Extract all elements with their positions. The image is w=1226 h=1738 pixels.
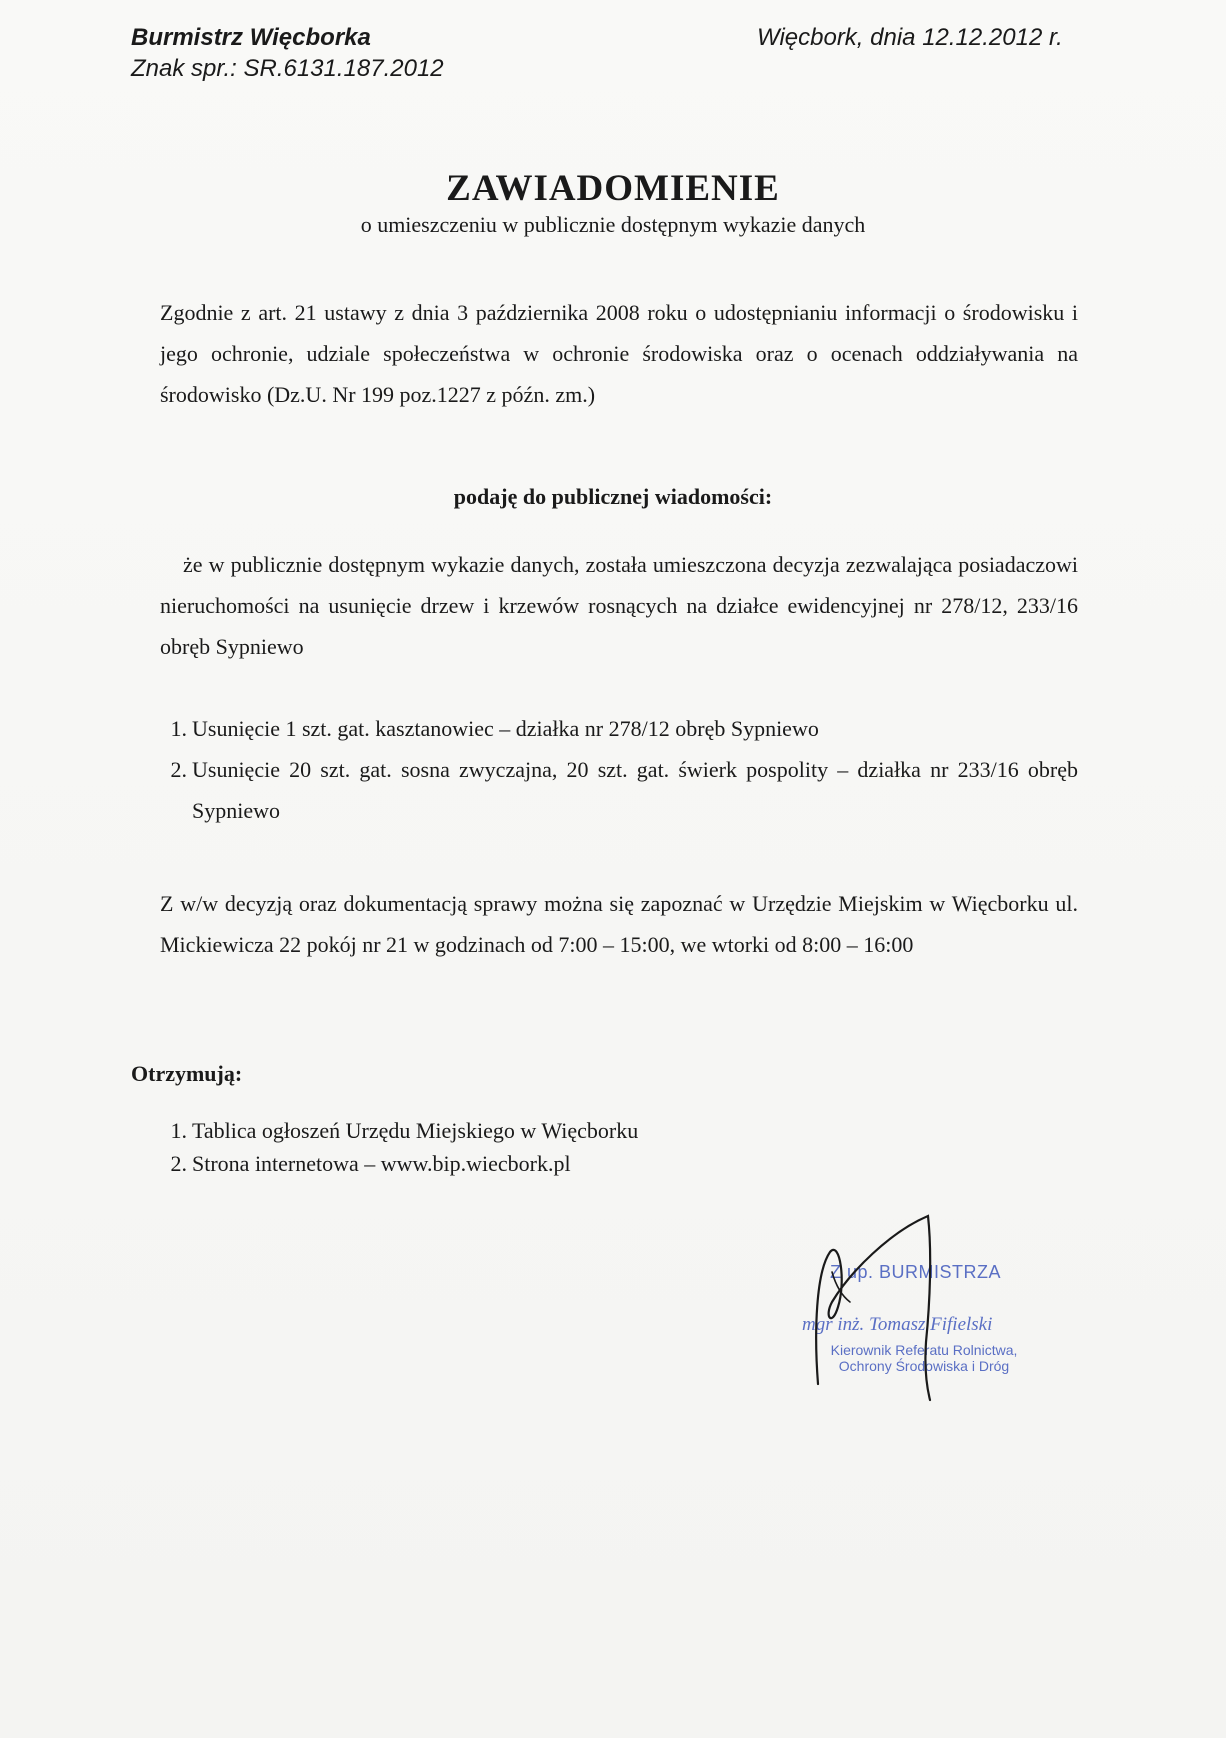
document-subtitle: o umieszczeniu w publicznie dostępnym wykazie danych [360, 212, 866, 237]
list-item-text: Tablica ogłoszeń Urzędu Miejskiego w Więcborku [192, 1118, 639, 1143]
list-item-text: Usunięcie 20 szt. gat. sosna zwyczajna, 20 szt. gat. świerk pospolity – działka nr 233/16 obręb Sypniewo [192, 757, 1078, 823]
handwritten-signature [810, 1212, 1010, 1402]
access-info-paragraph: Z w/w decyzją oraz dokumentacją sprawy można się zapoznać w Urzędzie Miejskim w Więcborku ul. Mickiewicza 22 pokój nr 21 w godzinach od 7:00 – 15:00, we wtorki od 8:00 – 16:00 [160, 891, 1078, 957]
list-item-number: 2. [170, 757, 187, 782]
list-item-number: 2. [170, 1151, 187, 1176]
document-title: ZAWIADOMIENIE [446, 168, 780, 209]
recipients-list [160, 1114, 1078, 1180]
list-item [160, 708, 1078, 749]
list-item [160, 1114, 1078, 1147]
stamp-authorization: Z up. BURMISTRZA [830, 1262, 1002, 1282]
issuer-name: Burmistrz Więcborka [131, 24, 371, 51]
legal-basis-paragraph: Zgodnie z art. 21 ustawy z dnia 3 października 2008 roku o udostępnianiu informacji o środowisku i jego ochronie, udziale społeczeństwa w ochronie środowiska oraz o ocenach oddziaływania na środowisko (Dz.U. Nr 199 poz.1227 z późn. zm.) [160, 300, 1078, 407]
case-reference: Znak spr.: SR.6131.187.2012 [131, 55, 444, 82]
list-item-number: 1. [170, 716, 187, 741]
list-item-number: 1. [170, 1118, 187, 1143]
list-item-text: Usunięcie 1 szt. gat. kasztanowiec – działka nr 278/12 obręb Sypniewo [192, 716, 819, 741]
decision-items-list [160, 708, 1078, 831]
decision-paragraph: że w publicznie dostępnym wykazie danych, została umieszczona decyzja zezwalająca posiadaczowi nieruchomości na usunięcie drzew i krzewów rosnących na działce ewidencyjnej nr 278/12, 233/16 obręb Sypniewo [160, 552, 1078, 659]
place-and-date: Więcbork, dnia 12.12.2012 r. [757, 24, 1063, 51]
list-item [160, 749, 1078, 831]
recipients-heading: Otrzymują: [131, 1061, 243, 1086]
stamp-signatory-title: Kierownik Referatu Rolnictwa, Ochrony Środowiska i Dróg [830, 1342, 1018, 1374]
list-item-text: Strona internetowa – www.bip.wiecbork.pl [192, 1151, 571, 1176]
list-item [160, 1147, 1078, 1180]
stamp-signatory-name: mgr inż. Tomasz Fifielski [802, 1314, 993, 1335]
announcement-heading: podaję do publicznej wiadomości: [453, 484, 773, 509]
document-header-left [131, 22, 444, 84]
